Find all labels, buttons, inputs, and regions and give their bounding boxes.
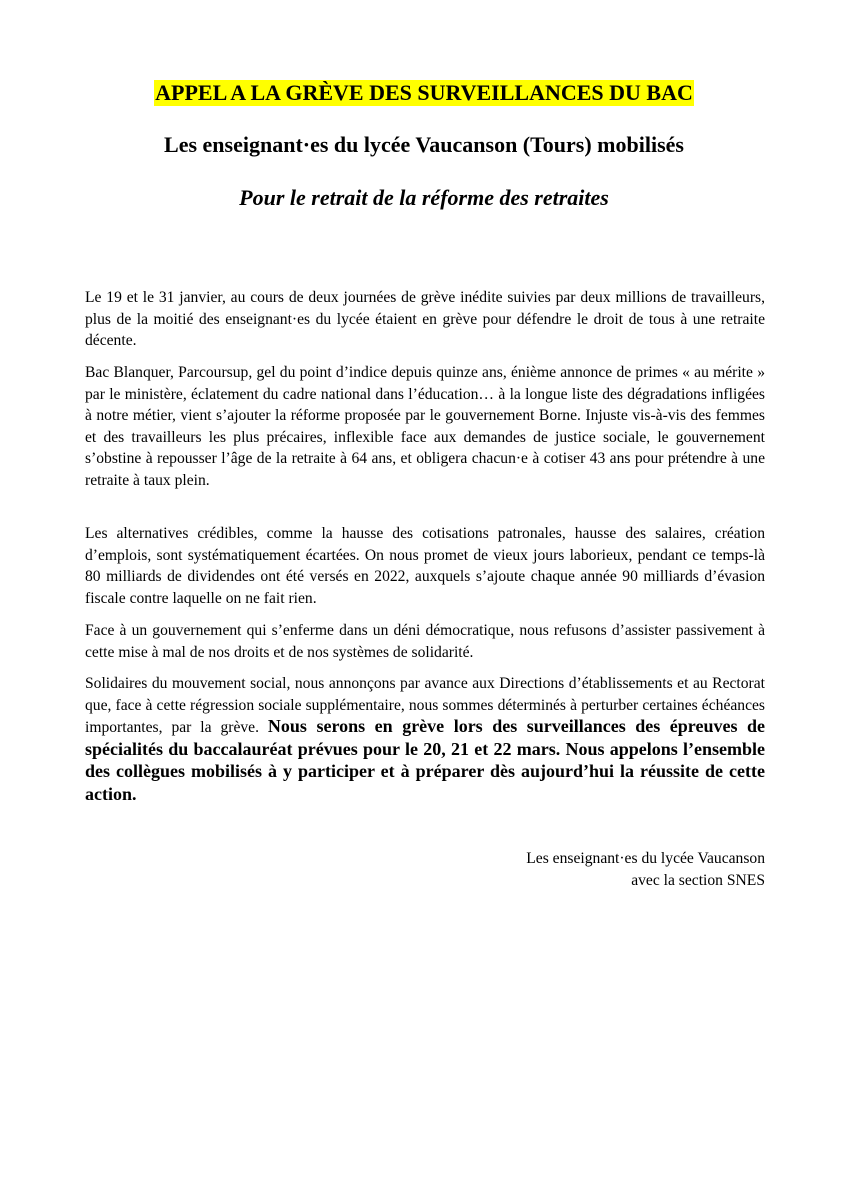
document-subtitle: Les enseignant·es du lycée Vaucanson (Tours) mobilisés xyxy=(164,132,684,157)
title-container xyxy=(0,80,848,106)
announcement-strike-call: Nous serons en grève lors des surveillances des épreuves de spécialités du baccalauréat prévues pour le 20, 21 et 22 mars. Nous appelons l’ensemble des collègues mobilisés à y participer et à préparer dès aujourd’hui la réussite de cette action. xyxy=(85,716,765,804)
signature-block xyxy=(526,848,765,891)
signature-line-2: avec la section SNES xyxy=(631,871,765,889)
document-title: APPEL A LA GRÈVE DES SURVEILLANCES DU BAC xyxy=(155,80,693,105)
paragraph-strike-announcement xyxy=(85,673,765,807)
paragraph-reform-criticism: Bac Blanquer, Parcoursup, gel du point d’indice depuis quinze ans, énième annonce de primes « au mérite » par le ministère, éclatement du cadre national dans l’éducation… à la longue liste des dégradations infligées à notre métier, vient s’ajouter la réforme proposée par le gouvernement Borne. Injuste vis-à-vis des femmes et des travailleurs les plus précaires, inflexible face aux demandes de justice sociale, le gouvernement s’obstine à repousser l’âge de la retraite à 64 ans, et obligera chacun·e à cotiser 43 ans pour prétendre à une retraite à taux plein. xyxy=(85,364,765,489)
document-tagline: Pour le retrait de la réforme des retraites xyxy=(239,185,609,210)
paragraph-alternatives: Les alternatives crédibles, comme la hausse des cotisations patronales, hausse des salaires, création d’emplois, sont systématiquement écartées. On nous promet de vieux jours laborieux, pendant ce temps-là 80 milliards de dividendes ont été versés en 2022, auxquels s’ajoute chaque année 90 milliards d’évasion fiscale contre laquelle on ne fait rien. xyxy=(85,525,765,607)
paragraph-democratic-denial: Face à un gouvernement qui s’enferme dans un déni démocratique, nous refusons d’assister passivement à cette mise à mal de nos droits et de nos systèmes de solidarité. xyxy=(85,622,765,661)
signature-line-1: Les enseignant·es du lycée Vaucanson xyxy=(526,850,765,867)
paragraph-strike-days: Le 19 et le 31 janvier, au cours de deux journées de grève inédite suivies par deux millions de travailleurs, plus de la moitié des enseignant·es du lycée étaient en grève pour défendre le droit de tous à une retraite décente. xyxy=(85,289,765,350)
announcement-text: Solidaires du mouvement social, nous annonçons par avance aux Directions d’établissements et au Rectorat que, face à cette régression sociale supplémentaire, nous sommes déterminés à perturber certaines échéances importantes, par la grève. xyxy=(85,675,765,737)
